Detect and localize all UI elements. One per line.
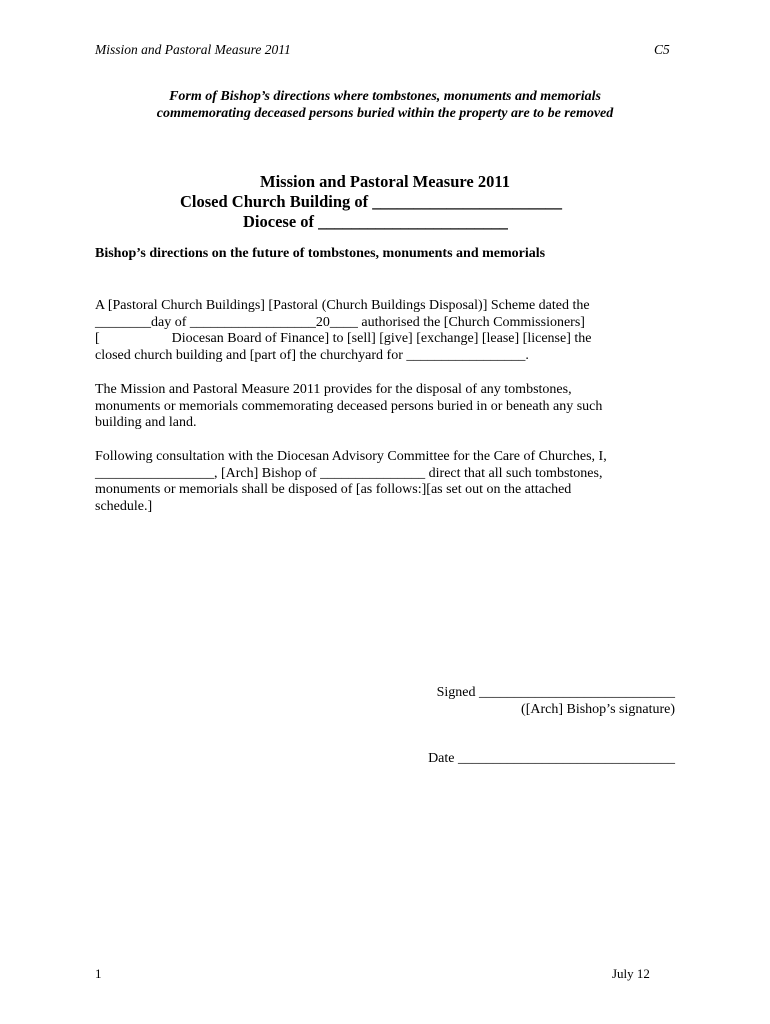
paragraph-line: The Mission and Pastoral Measure 2011 provides for the disposal of any tombstones,	[95, 382, 572, 397]
paragraph-line: _________________, [Arch] Bishop of _______________ direct that all such tombstones,	[95, 465, 603, 481]
signature-block	[400, 684, 675, 718]
running-header-title: Mission and Pastoral Measure 2011	[95, 42, 291, 57]
main-title	[95, 172, 675, 232]
signature-line: Signed ____________________________	[436, 685, 675, 700]
diocese-line: Diocese of _______________________	[243, 212, 508, 231]
page-number: 1	[95, 966, 102, 981]
paragraph-line: closed church building and [part of] the churchyard for _________________.	[95, 347, 529, 363]
paragraph-line: Following consultation with the Diocesan Advisory Committee for the Care of Churches, I,	[95, 449, 607, 464]
paragraph-line-text: Diocesan Board of Finance] to [sell] [give] [exchange] [lease] [license] the	[171, 331, 592, 346]
scheme-paragraph	[95, 298, 675, 364]
paragraph-line	[95, 331, 675, 348]
form-title-line: commemorating deceased persons buried within the property are to be removed	[156, 106, 614, 121]
section-subheading: Bishop’s directions on the future of tombstones, monuments and memorials	[95, 246, 546, 261]
bracket-open: [	[95, 331, 100, 346]
paragraph-line: building and land.	[95, 415, 197, 430]
closed-church-building-line: Closed Church Building of _______________________	[180, 192, 562, 211]
measure-paragraph	[95, 382, 675, 432]
paragraph-line: A [Pastoral Church Buildings] [Pastoral (Church Buildings Disposal)] Scheme dated the	[95, 298, 590, 313]
paragraph-line: ________day of __________________20____ authorised the [Church Commissioners]	[95, 314, 585, 330]
form-title-line: Form of Bishop’s directions where tombstones, monuments and memorials	[169, 89, 601, 104]
running-header-code: C5	[654, 42, 670, 57]
paragraph-line: schedule.]	[95, 498, 153, 514]
measure-title: Mission and Pastoral Measure 2011	[260, 172, 510, 191]
signature-caption: ([Arch] Bishop’s signature)	[521, 702, 675, 717]
footer-date: July 12	[612, 966, 650, 981]
date-line: Date _______________________________	[428, 751, 675, 766]
paragraph-line: monuments or memorials commemorating deceased persons buried in or beneath any such	[95, 398, 603, 414]
form-title	[95, 88, 675, 122]
direction-paragraph	[95, 449, 675, 515]
paragraph-line: monuments or memorials shall be disposed of [as follows:][as set out on the attached	[95, 482, 572, 497]
